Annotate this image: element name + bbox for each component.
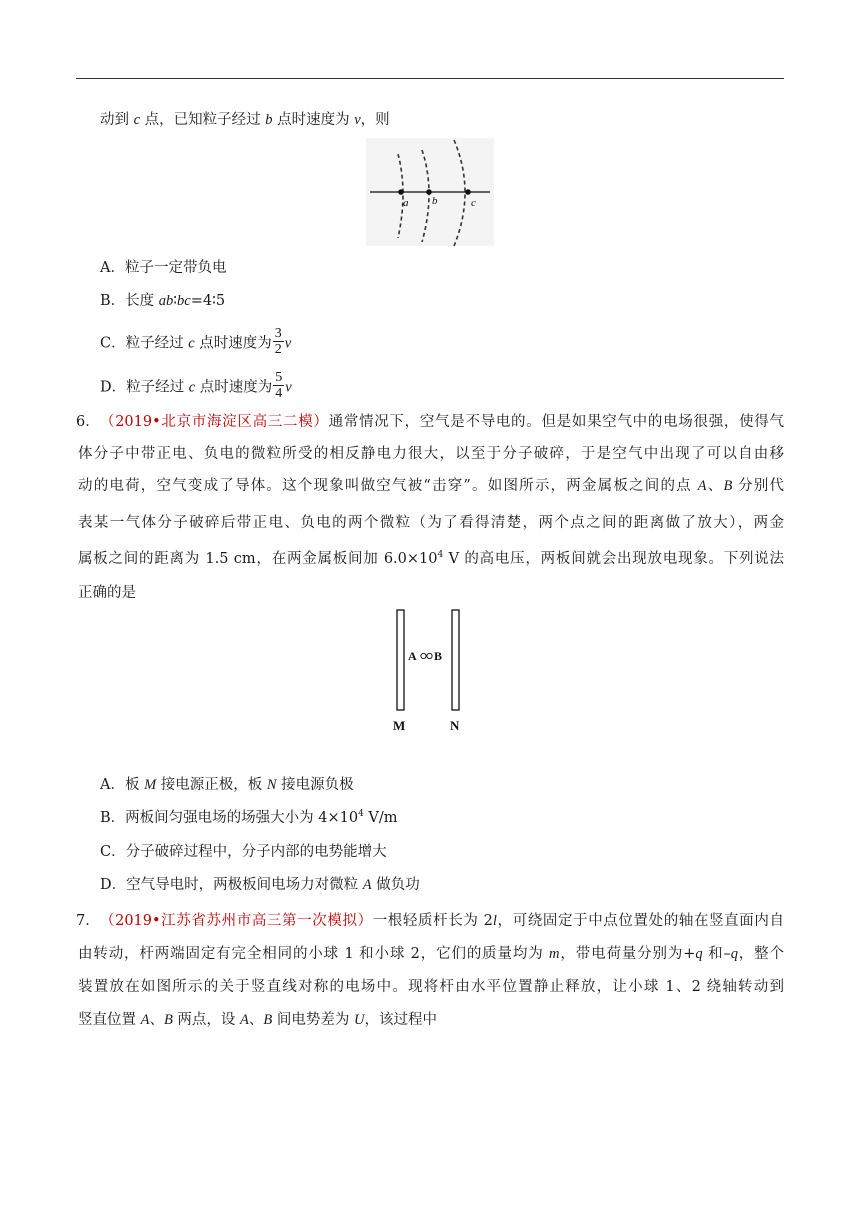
field-line-figure — [366, 138, 494, 246]
q5-option-c: C．粒子经过 c 点时速度为 $\frac{3}{2}$ v — [100, 326, 292, 357]
q7-line-2: 由转动，杆两端固定有完全相同的小球 1 和小球 2，它们的质量均为 m，带电荷量分别为+q 和–q，整个 — [78, 946, 785, 962]
point-c — [465, 189, 471, 195]
q5-option-a: A．粒子一定带负电 — [100, 260, 227, 276]
fraction-3-2: $\frac{3}{2}$ — [274, 326, 282, 357]
q6-number: 6． — [76, 414, 100, 430]
q7-number: 7． — [76, 913, 100, 929]
plate-m — [397, 610, 404, 710]
label-b: b — [432, 195, 438, 207]
q6-option-b: B．两板间匀强电场的场强大小为 $4\times 10^4$ V/m — [100, 809, 398, 826]
particle-a — [421, 653, 426, 658]
metal-plates-diagram — [388, 608, 472, 736]
q6-source: （2019•北京市海淀区高三二模） — [100, 414, 329, 430]
q5-option-d: D．粒子经过 c 点时速度为 $\frac{5}{4}$ v — [100, 370, 292, 401]
plate-n — [452, 610, 459, 710]
particle-label-a: A — [408, 649, 417, 663]
q6-line-4: 表某一气体分子破碎后带正电、负电的两个微粒（为了看得清楚，两个点之间的距离做了放大），两金 — [78, 515, 784, 531]
point-b — [426, 189, 432, 195]
field-line-diagram — [366, 138, 494, 246]
q5-option-b: B．长度 ab∶bc=4∶5 — [100, 293, 226, 309]
q6-option-d: D．空气导电时，两极板间电场力对微粒 A 做负功 — [100, 877, 420, 893]
point-a — [398, 189, 404, 195]
q6-option-c: C．分子破碎过程中，分子内部的电势能增大 — [100, 844, 387, 860]
q6-line-2: 体分子中带正电、负电的微粒所受的相反静电力很大，以至于分子破碎，于是空气中出现了可以自由移 — [78, 446, 784, 462]
field-curve-3 — [454, 140, 465, 246]
label-a: a — [403, 197, 409, 209]
intro-line: 动到 c 点，已知粒子经过 b 点时速度为 v，则 — [100, 112, 390, 128]
plate-label-n: N — [450, 718, 460, 733]
fraction-5-4: $\frac{5}{4}$ — [275, 370, 283, 401]
field-curve-1 — [398, 154, 403, 238]
field-curve-2 — [422, 150, 429, 242]
header-rule — [76, 78, 784, 79]
plate-label-m: M — [393, 718, 406, 733]
q7-line-3: 装置放在如图所示的关于竖直线对称的电场中。现将杆由水平位置静止释放，让小球 1、2 绕轴转动到 — [78, 979, 784, 995]
particle-label-b: B — [434, 649, 443, 663]
q6-option-a: A．板 M 接电源正极，板 N 接电源负极 — [100, 777, 354, 793]
particle-b — [427, 653, 432, 658]
q6-line-3: 动的电荷，空气变成了导体。这个现象叫做空气被“击穿”。如图所示，两金属板之间的点 A、B 分别代 — [78, 478, 785, 494]
metal-plates-figure — [388, 608, 472, 736]
q7-source: （2019•江苏省苏州市高三第一次模拟） — [100, 913, 373, 929]
label-c: c — [471, 197, 476, 209]
q6-line-1: （2019•北京市海淀区高三二模）通常情况下，空气是不导电的。但是如果空气中的电场很强，使得气 — [100, 414, 785, 430]
q7-line-1: （2019•江苏省苏州市高三第一次模拟）一根轻质杆长为 2l，可绕固定于中点位置处的轴在竖直面内自 — [100, 913, 785, 929]
q6-line-5: 属板之间的距离为 1.5 cm，在两金属板间加 $6.0\times 10^4$ V 的高电压，两板间就会出现放电现象。下列说法 — [78, 550, 784, 567]
q7-line-4: 竖直位置 A、B 两点，设 A、B 间电势差为 U，该过程中 — [78, 1012, 437, 1028]
q6-line-6: 正确的是 — [78, 585, 136, 601]
